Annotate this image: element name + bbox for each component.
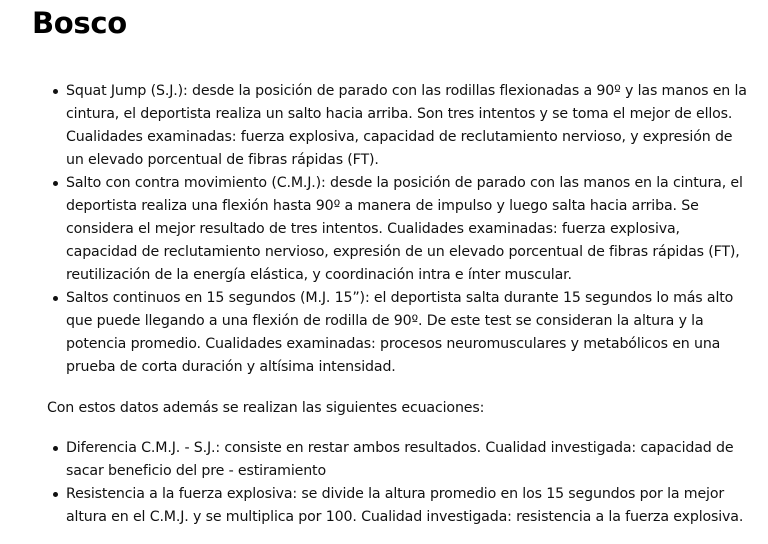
list-item-difference: Diferencia C.M.J. - S.J.: consiste en restar ambos resultados. Cualidad investigada: capacidad de sacar beneficio del pre - estiramiento [48, 437, 748, 483]
page-title: Bosco [32, 6, 127, 40]
list-item-continuous-jumps: Saltos continuos en 15 segundos (M.J. 15”): el deportista salta durante 15 segundos lo más alto que puede llegando a una flexión de rodilla de 90º. De este test se consideran la altura y la potencia promedio. Cualidades examinadas: procesos neuromusculares y metabólicos en una prueba de corta duración y altísima intensidad. [48, 287, 748, 379]
list-item-resistance: Resistencia a la fuerza explosiva: se divide la altura promedio en los 15 segundos por la mejor altura en el C.M.J. y se multiplica por 100. Cualidad investigada: resistencia a la fuerza explosiva. [48, 483, 748, 529]
equations-list [48, 437, 748, 529]
list-item-cmj: Salto con contra movimiento (C.M.J.): desde la posición de parado con las manos en la cintura, el deportista realiza una flexión hasta 90º a manera de impulso y luego salta hacia arriba. Se considera el mejor resultado de tres intentos. Cualidades examinadas: fuerza explosiva, capacidad de reclutamiento nervioso, expresión de un elevado porcentual de fibras rápidas (FT), reutilización de la energía elástica, y coordinación intra e ínter muscular. [48, 172, 748, 287]
tests-list [48, 80, 748, 379]
equations-intro: Con estos datos además se realizan las siguientes ecuaciones: [47, 400, 485, 416]
list-item-squat-jump: Squat Jump (S.J.): desde la posición de parado con las rodillas flexionadas a 90º y las manos en la cintura, el deportista realiza un salto hacia arriba. Son tres intentos y se toma el mejor de ellos. Cualidades examinadas: fuerza explosiva, capacidad de reclutamiento nervioso, y expresión de un elevado porcentual de fibras rápidas (FT). [48, 80, 748, 172]
